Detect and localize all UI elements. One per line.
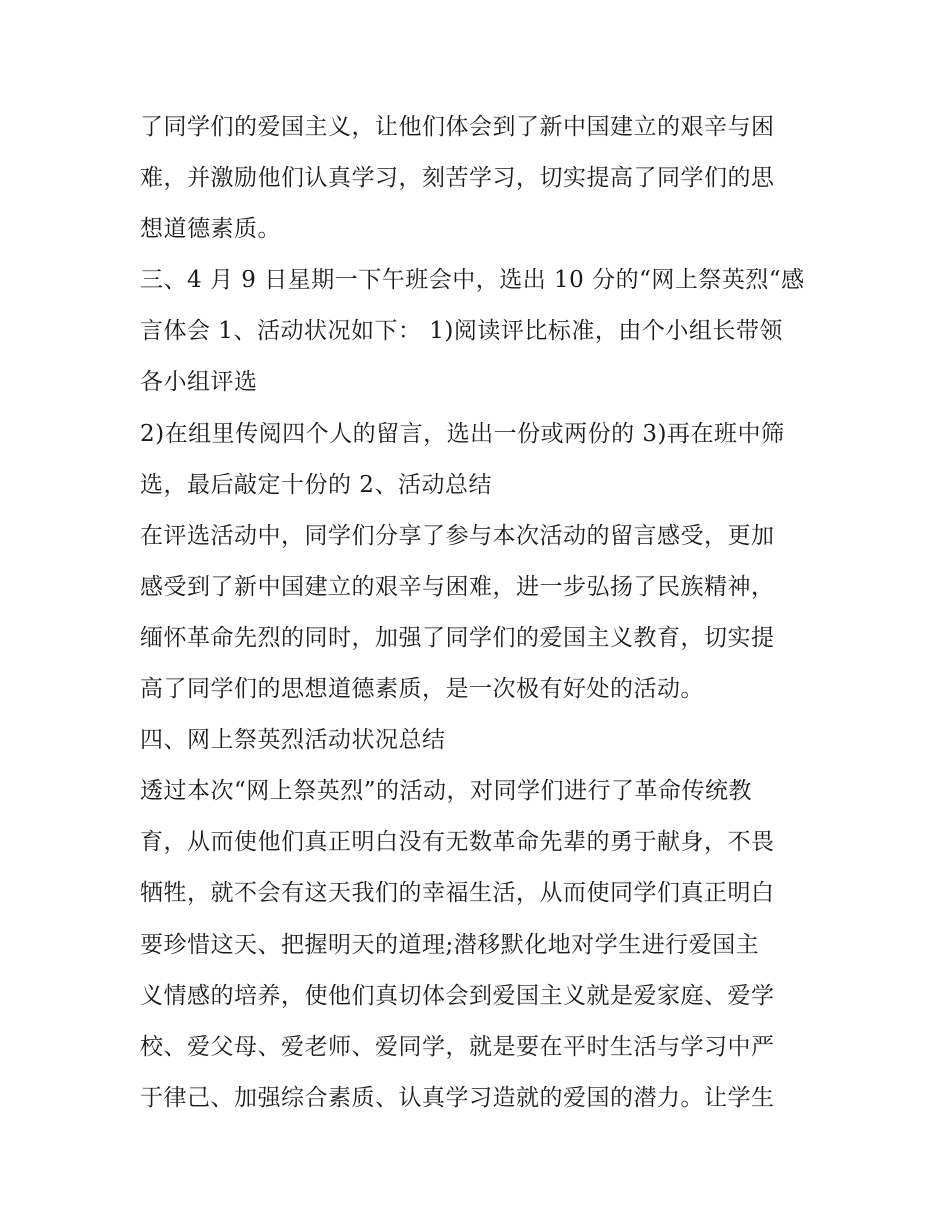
text-line: 在评选活动中，同学们分享了参与本次活动的留言感受，更加: [140, 522, 775, 549]
text-line: 透过本次“网上祭英烈”的活动，对同学们进行了革命传统教: [140, 778, 753, 805]
text-line: 义情感的培养，使他们真切体会到爱国主义就是爱家庭、爱学: [140, 982, 775, 1009]
text-line: 高了同学们的思想道德素质，是一次极有好处的活动。: [140, 676, 704, 703]
text-line: 校、爱父母、爱老师、爱同学，就是要在平时生活与学习中严: [140, 1033, 775, 1060]
text-line: 了同学们的爱国主义，让他们体会到了新中国建立的艰辛与困: [140, 114, 775, 140]
section-heading-four: 四、网上祭英烈活动状况总结: [140, 727, 446, 754]
text-line: 想道德素质。: [140, 216, 281, 243]
text-line: 言体会 1、活动状况如下： 1)阅读评比标准，由个小组长带领: [140, 318, 783, 345]
text-line: 牺牲，就不会有这天我们的幸福生活，从而使同学们真正明白: [140, 880, 775, 907]
section-heading-three: 三、4 月 9 日星期一下午班会中，选出 10 分的“网上祭英烈“感: [140, 267, 805, 294]
text-line: 育，从而使他们真正明白没有无数革命先辈的勇于献身，不畏: [140, 829, 775, 856]
text-line: 难，并激励他们认真学习，刻苦学习，切实提高了同学们的思: [140, 165, 775, 192]
text-line: 2)在组里传阅四个人的留言，选出一份或两份的 3)再在班中筛: [140, 420, 785, 447]
text-line: 要珍惜这天、把握明天的道理;潜移默化地对学生进行爱国主: [140, 931, 760, 958]
text-line: 于律己、加强综合素质、认真学习造就的爱国的潜力。让学生: [140, 1084, 775, 1111]
text-line: 选，最后敲定十份的 2、活动总结: [140, 471, 492, 498]
body-text: [140, 102, 830, 1124]
text-line: 各小组评选: [140, 369, 258, 396]
text-line: 缅怀革命先烈的同时，加强了同学们的爱国主义教育，切实提: [140, 624, 775, 651]
text-line: 感受到了新中国建立的艰辛与困难，进一步弘扬了民族精神，: [140, 573, 775, 600]
